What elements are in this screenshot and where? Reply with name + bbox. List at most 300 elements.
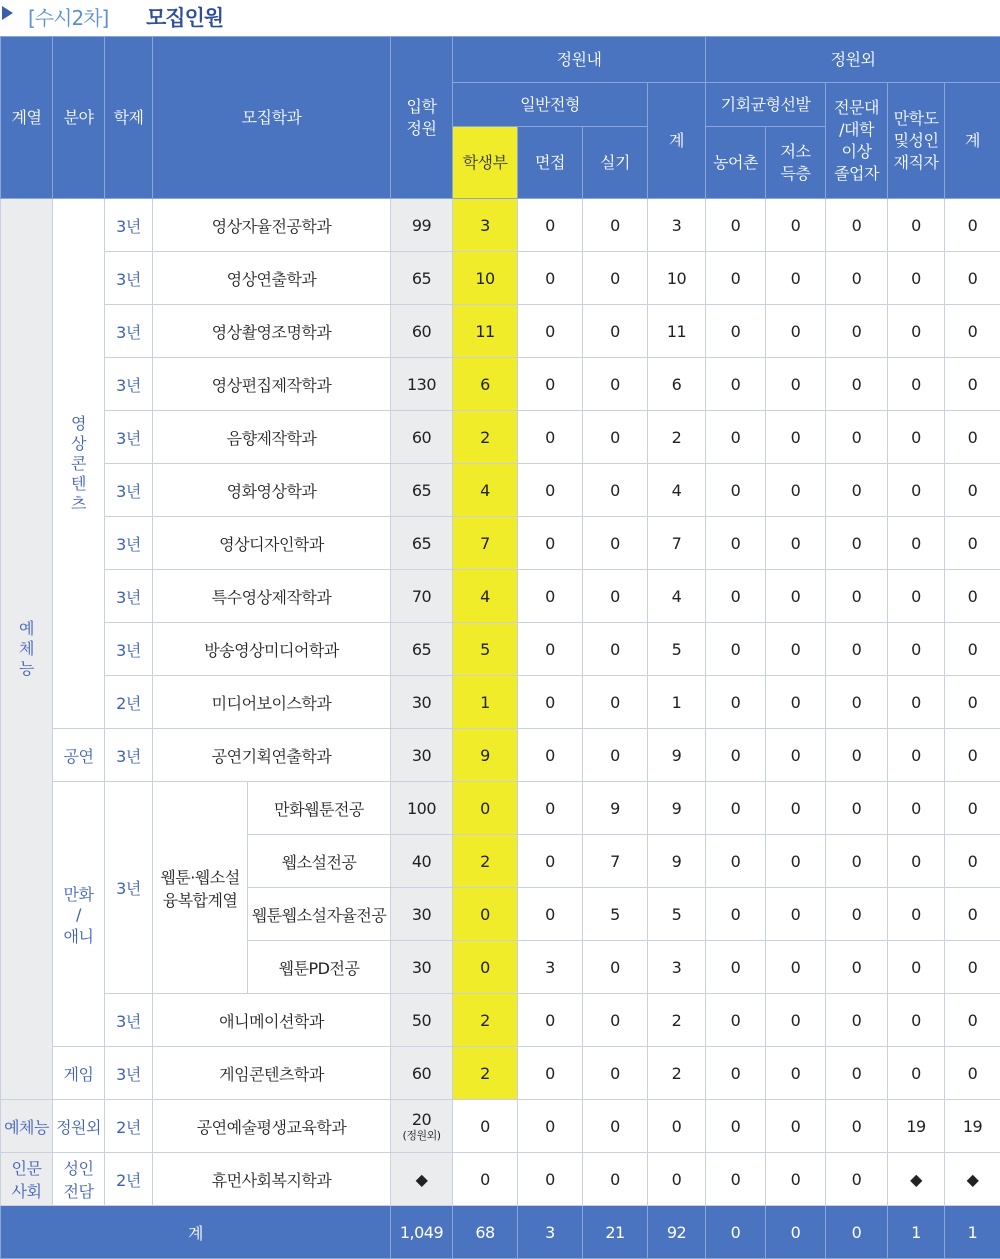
hakseng-cell: 2 <box>453 994 518 1047</box>
college-cell: 0 <box>826 835 888 888</box>
quota-value: 30 <box>412 958 431 977</box>
table-row <box>1 1047 1000 1100</box>
interview-cell: 0 <box>518 252 583 305</box>
sum2-cell: 0 <box>945 517 1000 570</box>
interview-cell: 0 <box>518 888 583 941</box>
sum2-cell: 0 <box>945 888 1000 941</box>
quota-value: 60 <box>412 428 431 447</box>
lowincome-cell: 0 <box>766 729 826 782</box>
hakseng-cell: 7 <box>453 517 518 570</box>
sum2-cell: 0 <box>945 358 1000 411</box>
quota-value: 60 <box>412 1064 431 1083</box>
practical-cell: 7 <box>583 835 648 888</box>
hakseng-cell: 4 <box>453 464 518 517</box>
hakje-cell: 3년 <box>105 199 153 252</box>
sum2-cell: 19 <box>945 1100 1000 1153</box>
department-name: 영상편집제작학과 <box>153 358 391 411</box>
college-cell: 0 <box>826 623 888 676</box>
quota-value: 65 <box>412 481 431 500</box>
header-general: 일반전형 <box>453 83 648 127</box>
rural-cell: 0 <box>706 411 766 464</box>
lowincome-cell: 0 <box>766 623 826 676</box>
lowincome-cell: 0 <box>766 888 826 941</box>
hakseng-cell: 1 <box>453 676 518 729</box>
interview-cell: 0 <box>518 1153 583 1206</box>
college-cell: 0 <box>826 941 888 994</box>
interview-cell: 0 <box>518 1100 583 1153</box>
interview-cell: 0 <box>518 782 583 835</box>
sum2-cell: 0 <box>945 782 1000 835</box>
interview-cell: 0 <box>518 729 583 782</box>
college-cell: 0 <box>826 305 888 358</box>
hakje-cell: 3년 <box>105 305 153 358</box>
sum2-cell: 0 <box>945 464 1000 517</box>
practical-cell: 0 <box>583 729 648 782</box>
lowincome-cell: 0 <box>766 1153 826 1206</box>
college-cell: 0 <box>826 358 888 411</box>
department-name: 영화영상학과 <box>153 464 391 517</box>
sum-cell: 2 <box>648 411 706 464</box>
rural-cell: 0 <box>706 994 766 1047</box>
table-row <box>1 1153 1000 1206</box>
header-sum: 계 <box>648 83 706 199</box>
practical-cell: 5 <box>583 888 648 941</box>
quota-cell <box>391 729 453 782</box>
hakje-cell: 3년 <box>105 1047 153 1100</box>
quota-cell <box>391 623 453 676</box>
lowincome-cell: 0 <box>766 358 826 411</box>
total-interview: 3 <box>518 1206 583 1259</box>
rural-cell: 0 <box>706 676 766 729</box>
department-name: 휴먼사회복지학과 <box>153 1153 391 1206</box>
total-lowincome: 0 <box>766 1206 826 1259</box>
hakseng-cell: 0 <box>453 941 518 994</box>
college-cell: 0 <box>826 570 888 623</box>
table-row <box>1 782 1000 835</box>
hakje-cell: 3년 <box>105 517 153 570</box>
department-name: 웹툰PD전공 <box>248 941 391 994</box>
sum2-cell: 0 <box>945 305 1000 358</box>
college-cell: 0 <box>826 464 888 517</box>
department-name: 공연예술평생교육학과 <box>153 1100 391 1153</box>
quota-value: 65 <box>412 534 431 553</box>
sum-cell: 5 <box>648 623 706 676</box>
rural-cell: 0 <box>706 570 766 623</box>
sum-cell: 0 <box>648 1100 706 1153</box>
hakseng-cell: 5 <box>453 623 518 676</box>
sum-cell: 9 <box>648 782 706 835</box>
quota-cell <box>391 464 453 517</box>
college-cell: 0 <box>826 517 888 570</box>
sum2-cell: 0 <box>945 252 1000 305</box>
sum-cell: 2 <box>648 1047 706 1100</box>
group-game: 게임 <box>53 1047 105 1100</box>
hakje-cell: 3년 <box>105 252 153 305</box>
department-name: 애니메이션학과 <box>153 994 391 1047</box>
hakseng-cell: 2 <box>453 411 518 464</box>
college-cell: 0 <box>826 199 888 252</box>
sum-cell: 2 <box>648 994 706 1047</box>
college-cell: 0 <box>826 411 888 464</box>
lowincome-cell: 0 <box>766 835 826 888</box>
sum2-cell: 0 <box>945 623 1000 676</box>
table-row <box>1 305 1000 358</box>
sum2-cell: 0 <box>945 835 1000 888</box>
adult-cell: 0 <box>888 994 945 1047</box>
header-college: 전문대 /대학 이상 졸업자 <box>826 83 888 199</box>
sum-cell: 4 <box>648 570 706 623</box>
lowincome-cell: 0 <box>766 1047 826 1100</box>
quota-value: 30 <box>412 905 431 924</box>
department-name: 웹소설전공 <box>248 835 391 888</box>
sum2-cell: 0 <box>945 941 1000 994</box>
rural-cell: 0 <box>706 835 766 888</box>
department-name: 미디어보이스학과 <box>153 676 391 729</box>
header-inside: 정원내 <box>453 37 706 83</box>
sum-cell: 9 <box>648 729 706 782</box>
sum-cell: 4 <box>648 464 706 517</box>
sum-cell: 10 <box>648 252 706 305</box>
table-row <box>1 358 1000 411</box>
college-cell: 0 <box>826 1100 888 1153</box>
quota-value: 100 <box>407 799 436 818</box>
department-name: 특수영상제작학과 <box>153 570 391 623</box>
group-adult-only: 성인 전담 <box>53 1153 105 1206</box>
sum-cell: 11 <box>648 305 706 358</box>
table-row <box>1 729 1000 782</box>
sum2-cell: 0 <box>945 411 1000 464</box>
sum-cell: 3 <box>648 941 706 994</box>
quota-cell <box>391 888 453 941</box>
sum2-cell: 0 <box>945 676 1000 729</box>
practical-cell: 9 <box>583 782 648 835</box>
header-gyeyeol: 계열 <box>1 37 53 199</box>
table-row <box>1 517 1000 570</box>
adult-cell: 0 <box>888 782 945 835</box>
college-cell: 0 <box>826 888 888 941</box>
rural-cell: 0 <box>706 623 766 676</box>
practical-cell: 0 <box>583 199 648 252</box>
rural-cell: 0 <box>706 517 766 570</box>
practical-cell: 0 <box>583 411 648 464</box>
title-bracket: [수시2차] <box>28 2 108 31</box>
hakseng-cell: 4 <box>453 570 518 623</box>
interview-cell: 0 <box>518 199 583 252</box>
quota-cell <box>391 835 453 888</box>
sum2-cell: 0 <box>945 570 1000 623</box>
rural-cell: 0 <box>706 888 766 941</box>
interview-cell: 0 <box>518 676 583 729</box>
table-row <box>1 1100 1000 1153</box>
lowincome-cell: 0 <box>766 199 826 252</box>
department-name: 영상촬영조명학과 <box>153 305 391 358</box>
adult-cell: 0 <box>888 941 945 994</box>
adult-cell: 0 <box>888 252 945 305</box>
quota-note: (정원외) <box>391 1129 452 1142</box>
lowincome-cell: 0 <box>766 782 826 835</box>
rural-cell: 0 <box>706 199 766 252</box>
rural-cell: 0 <box>706 1100 766 1153</box>
lowincome-cell: 0 <box>766 464 826 517</box>
adult-cell: 0 <box>888 835 945 888</box>
college-cell: 0 <box>826 1047 888 1100</box>
lowincome-cell: 0 <box>766 411 826 464</box>
hakseng-cell: 9 <box>453 729 518 782</box>
adult-cell: 0 <box>888 888 945 941</box>
hakje-cell: 3년 <box>105 729 153 782</box>
hakje-cell: 3년 <box>105 464 153 517</box>
interview-cell: 0 <box>518 305 583 358</box>
interview-cell: 3 <box>518 941 583 994</box>
header-balanced: 기회균형선발 <box>706 83 826 127</box>
adult-cell: 0 <box>888 676 945 729</box>
hakseng-cell: 10 <box>453 252 518 305</box>
header-adult: 만학도 및성인 재직자 <box>888 83 945 199</box>
interview-cell: 0 <box>518 464 583 517</box>
practical-cell: 0 <box>583 1047 648 1100</box>
adult-cell: ◆ <box>888 1153 945 1206</box>
header-quota: 입학 정원 <box>391 37 453 199</box>
practical-cell: 0 <box>583 358 648 411</box>
adult-cell: 0 <box>888 411 945 464</box>
hakje-cell: 2년 <box>105 1153 153 1206</box>
chevron-right-icon <box>2 6 13 20</box>
total-practical: 21 <box>583 1206 648 1259</box>
adult-cell: 0 <box>888 358 945 411</box>
interview-cell: 0 <box>518 835 583 888</box>
quota-cell <box>391 411 453 464</box>
lowincome-cell: 0 <box>766 994 826 1047</box>
quota-value: 99 <box>412 216 431 235</box>
quota-cell <box>391 941 453 994</box>
quota-value: 65 <box>412 269 431 288</box>
quota-cell <box>391 199 453 252</box>
quota-value: 130 <box>407 375 436 394</box>
total-hakseng: 68 <box>453 1206 518 1259</box>
quota-cell <box>391 305 453 358</box>
table-row <box>1 252 1000 305</box>
practical-cell: 0 <box>583 517 648 570</box>
department-name: 영상연출학과 <box>153 252 391 305</box>
quota-value: 30 <box>412 746 431 765</box>
interview-cell: 0 <box>518 994 583 1047</box>
interview-cell: 0 <box>518 1047 583 1100</box>
college-cell: 0 <box>826 676 888 729</box>
quota-cell <box>391 570 453 623</box>
hakseng-cell: 2 <box>453 835 518 888</box>
group-youngsang-label: 영상콘텐츠 <box>70 414 88 514</box>
header-department: 모집학과 <box>153 37 391 199</box>
header-sum2: 계 <box>945 83 1000 199</box>
total-college: 0 <box>826 1206 888 1259</box>
group-youngsang <box>53 199 105 729</box>
hakseng-cell: 0 <box>453 1153 518 1206</box>
interview-cell: 0 <box>518 358 583 411</box>
sum-cell: 1 <box>648 676 706 729</box>
department-name: 영상자율전공학과 <box>153 199 391 252</box>
table-row <box>1 199 1000 252</box>
quota-value: 70 <box>412 587 431 606</box>
sum2-cell: ◆ <box>945 1153 1000 1206</box>
hakseng-cell: 0 <box>453 1100 518 1153</box>
lowincome-cell: 0 <box>766 517 826 570</box>
lowincome-cell: 0 <box>766 941 826 994</box>
sum2-cell: 0 <box>945 1047 1000 1100</box>
total-label: 계 <box>1 1206 391 1259</box>
table-row <box>1 676 1000 729</box>
sum-cell: 9 <box>648 835 706 888</box>
practical-cell: 0 <box>583 305 648 358</box>
lowincome-cell: 0 <box>766 676 826 729</box>
total-adult: 1 <box>888 1206 945 1259</box>
header-practical: 실기 <box>583 127 648 199</box>
quota-cell <box>391 1153 453 1206</box>
group-yecheneung2: 예체능 <box>1 1100 53 1153</box>
adult-cell: 0 <box>888 305 945 358</box>
sum2-cell: 0 <box>945 199 1000 252</box>
hakje-cell: 3년 <box>105 994 153 1047</box>
header-hakseng: 학생부 <box>453 127 518 199</box>
rural-cell: 0 <box>706 358 766 411</box>
quota-cell <box>391 517 453 570</box>
department-name: 영상디자인학과 <box>153 517 391 570</box>
practical-cell: 0 <box>583 994 648 1047</box>
admission-table <box>0 36 1000 1259</box>
rural-cell: 0 <box>706 1047 766 1100</box>
hakje-cell: 3년 <box>105 411 153 464</box>
rural-cell: 0 <box>706 941 766 994</box>
adult-cell: 0 <box>888 199 945 252</box>
interview-cell: 0 <box>518 623 583 676</box>
hakseng-cell: 2 <box>453 1047 518 1100</box>
college-cell: 0 <box>826 729 888 782</box>
header-lowincome: 저소 득층 <box>766 127 826 199</box>
rural-cell: 0 <box>706 729 766 782</box>
hakseng-cell: 11 <box>453 305 518 358</box>
rural-cell: 0 <box>706 1153 766 1206</box>
quota-cell <box>391 252 453 305</box>
group-outside-quota: 정원외 <box>53 1100 105 1153</box>
section-title <box>0 0 1000 36</box>
lowincome-cell: 0 <box>766 570 826 623</box>
lowincome-cell: 0 <box>766 305 826 358</box>
hakje-cell: 3년 <box>105 570 153 623</box>
sum2-cell: 0 <box>945 994 1000 1047</box>
department-name: 공연기획연출학과 <box>153 729 391 782</box>
interview-cell: 0 <box>518 517 583 570</box>
sum-cell: 0 <box>648 1153 706 1206</box>
hakje-cell: 3년 <box>105 782 153 994</box>
header-rural: 농어촌 <box>706 127 766 199</box>
sum-cell: 5 <box>648 888 706 941</box>
quota-cell <box>391 782 453 835</box>
group-webtoon-combined: 웹툰·웹소설 융복합계열 <box>153 782 248 994</box>
practical-cell: 0 <box>583 623 648 676</box>
total-quota: 1,049 <box>391 1206 453 1259</box>
sum2-cell: 0 <box>945 729 1000 782</box>
college-cell: 0 <box>826 782 888 835</box>
quota-value: ◆ <box>416 1170 428 1189</box>
quota-value: 20 <box>412 1110 431 1129</box>
table-row <box>1 623 1000 676</box>
hakseng-cell: 0 <box>453 888 518 941</box>
quota-cell <box>391 994 453 1047</box>
adult-cell: 0 <box>888 729 945 782</box>
sum-cell: 6 <box>648 358 706 411</box>
department-name: 만화웹툰전공 <box>248 782 391 835</box>
quota-value: 65 <box>412 640 431 659</box>
practical-cell: 0 <box>583 464 648 517</box>
table-row <box>1 411 1000 464</box>
quota-value: 40 <box>412 852 431 871</box>
department-name: 웹툰웹소설자율전공 <box>248 888 391 941</box>
rural-cell: 0 <box>706 464 766 517</box>
practical-cell: 0 <box>583 252 648 305</box>
quota-cell <box>391 1047 453 1100</box>
college-cell: 0 <box>826 252 888 305</box>
practical-cell: 0 <box>583 570 648 623</box>
quota-cell <box>391 358 453 411</box>
header-outside: 정원외 <box>706 37 1000 83</box>
college-cell: 0 <box>826 1153 888 1206</box>
sum-cell: 7 <box>648 517 706 570</box>
page-title: 모집인원 <box>146 2 223 32</box>
header-bunya: 분야 <box>53 37 105 199</box>
adult-cell: 0 <box>888 517 945 570</box>
hakseng-cell: 3 <box>453 199 518 252</box>
lowincome-cell: 0 <box>766 252 826 305</box>
hakje-cell: 3년 <box>105 623 153 676</box>
practical-cell: 0 <box>583 676 648 729</box>
adult-cell: 0 <box>888 570 945 623</box>
quota-value: 30 <box>412 693 431 712</box>
college-cell: 0 <box>826 994 888 1047</box>
sum-cell: 3 <box>648 199 706 252</box>
table-row <box>1 464 1000 517</box>
rural-cell: 0 <box>706 305 766 358</box>
department-name: 게임콘텐츠학과 <box>153 1047 391 1100</box>
rural-cell: 0 <box>706 782 766 835</box>
interview-cell: 0 <box>518 411 583 464</box>
table-row <box>1 994 1000 1047</box>
total-sum2: 1 <box>945 1206 1000 1259</box>
lowincome-cell: 0 <box>766 1100 826 1153</box>
adult-cell: 19 <box>888 1100 945 1153</box>
group-yecheneung-label: 예체능 <box>18 619 36 679</box>
group-gongyeon: 공연 <box>53 729 105 782</box>
header-hakje: 학제 <box>105 37 153 199</box>
hakseng-cell: 6 <box>453 358 518 411</box>
total-sum: 92 <box>648 1206 706 1259</box>
hakje-cell: 2년 <box>105 1100 153 1153</box>
practical-cell: 0 <box>583 1100 648 1153</box>
hakje-cell: 3년 <box>105 358 153 411</box>
quota-value: 60 <box>412 322 431 341</box>
group-inmun: 인문 사회 <box>1 1153 53 1206</box>
quota-cell <box>391 676 453 729</box>
practical-cell: 0 <box>583 941 648 994</box>
hakje-cell: 2년 <box>105 676 153 729</box>
group-manhwa: 만화 / 애니 <box>53 782 105 1047</box>
table-row <box>1 570 1000 623</box>
group-yecheneung <box>1 199 53 1100</box>
adult-cell: 0 <box>888 1047 945 1100</box>
adult-cell: 0 <box>888 623 945 676</box>
practical-cell: 0 <box>583 1153 648 1206</box>
rural-cell: 0 <box>706 252 766 305</box>
quota-cell <box>391 1100 453 1153</box>
total-rural: 0 <box>706 1206 766 1259</box>
